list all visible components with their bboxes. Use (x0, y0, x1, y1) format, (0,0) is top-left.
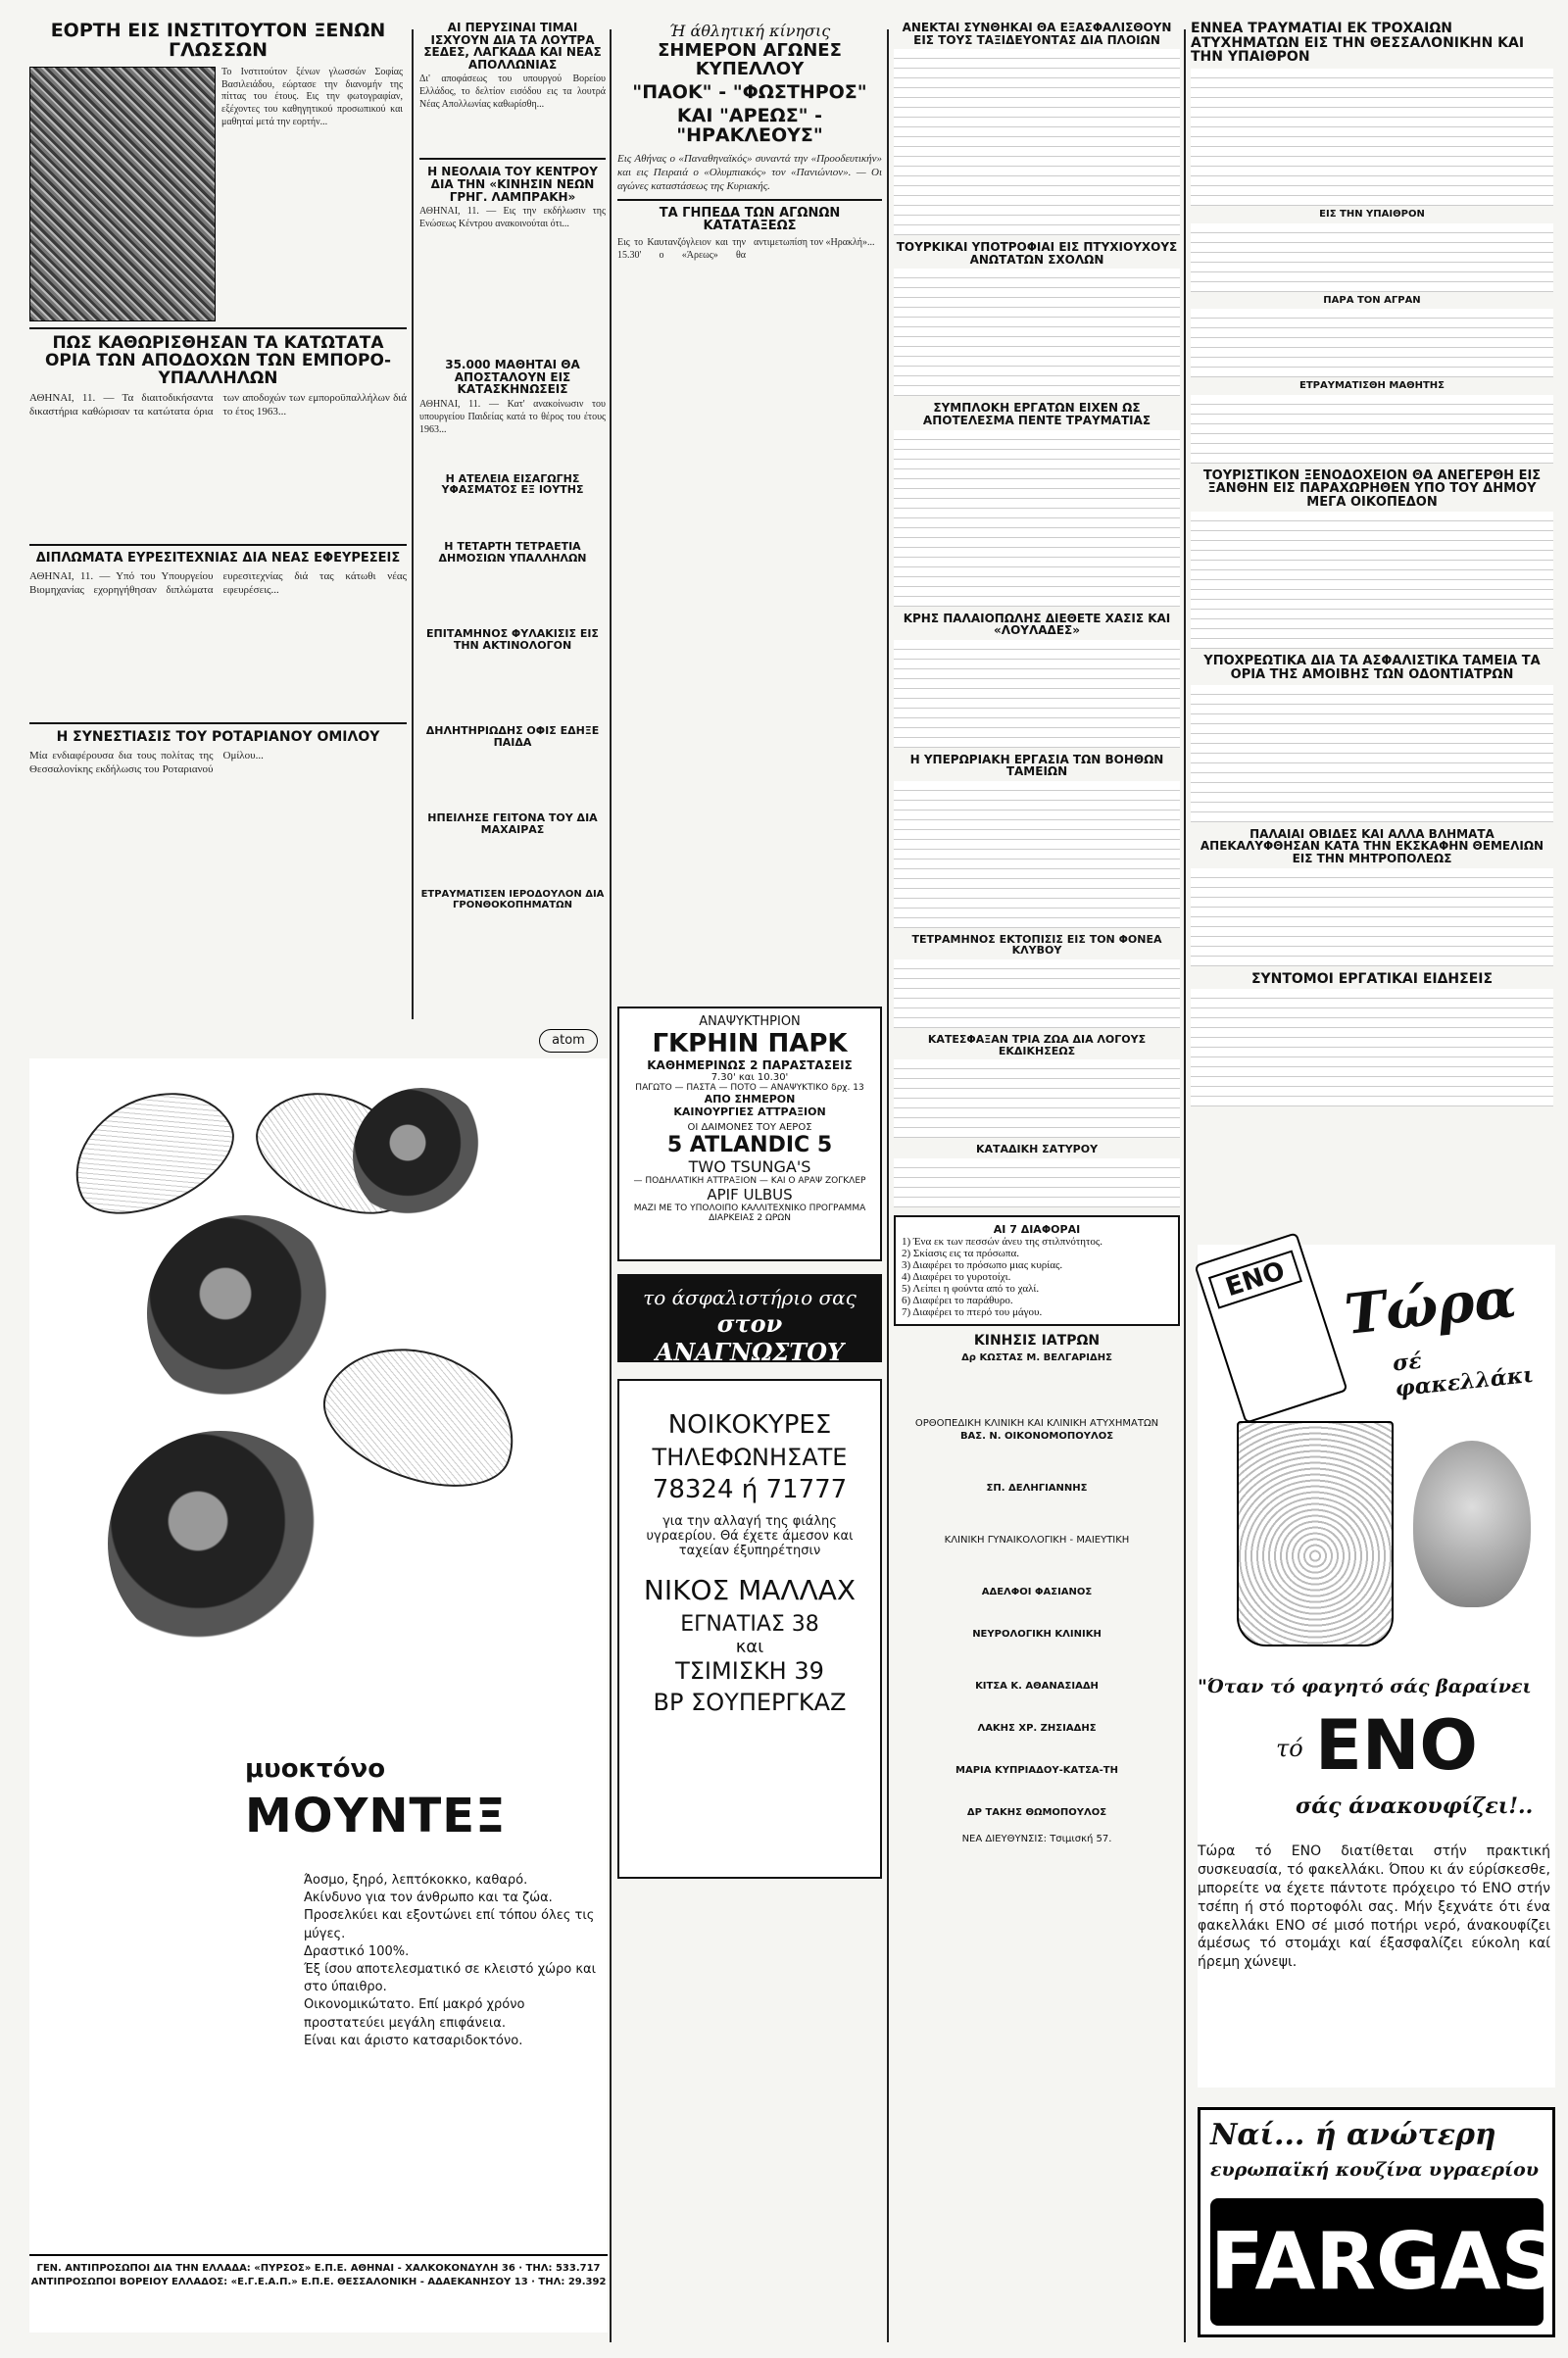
column-rule (412, 29, 414, 1019)
article-text (1191, 989, 1553, 1106)
article-text (1191, 395, 1553, 464)
fargas-tagline-2: ευρωπαϊκή κουζίνα υγραερίου (1210, 2159, 1540, 2181)
column-rule (610, 29, 612, 2342)
headline: ΕΤΡΑΥΜΑΤΙΣΕΝ ΙΕΡΟΔΟΥΛΟΝ ΔΙΑ ΓΡΟΝΘΟΚΟΠΗΜΑΤΩΝ (420, 889, 605, 910)
gas-ad: ΝΟΙΚΟΚΥΡΕΣ ΤΗΛΕΦΩΝΗΣΑΤΕ 78324 ή 71777 για την αλλαγή της φιάλης υγραερίου. Θά έχετε άμεσον και ταχείαν έξυπηρέτησιν ΝΙΚΟΣ ΜΑΛΛΑΧ ΕΓΝΑΤΙΑΣ 38 και ΤΣΙΜΙΣΚΗ 39 ΒΡ ΣΟΥΠΕΡΓΚΑΖ (617, 1379, 882, 1879)
headline: ΕΝΝΕΑ ΤΡΑΥΜΑΤΙΑΙ ΕΚ ΤΡΟΧΑΙΩΝ ΑΤΥΧΗΜΑΤΩΝ ΕΙΣ ΤΗΝ ΘΕΣΣΑΛΟΝΙΚΗΝ ΚΑΙ ΤΗΝ ΥΠΑΙΘΡΟΝ (1191, 22, 1525, 66)
headline: Η ΣΥΝΕΣΤΙΑΣΙΣ ΤΟΥ ΡΟΤΑΡΙΑΝΟΥ ΟΜΙΛΟΥ (56, 729, 380, 746)
headline: ΤΟΥΡΚΙΚΑΙ ΥΠΟΤΡΟΦΙΑΙ ΕΙΣ ΠΤΥΧΙΟΥΧΟΥΣ ΑΝΩΤΑΤΩΝ ΣΧΟΛΩΝ (896, 240, 1178, 267)
article-text (1191, 69, 1553, 206)
eno-packet-illustration: ENO (1194, 1232, 1348, 1424)
ad-features: Άοσμο, ξηρό, λεπτόκοκκο, καθαρό. Ακίνδυνο για τον άνθρωπο και τα ζώα. Προσελκύει και εξοντώνει επί τόπου όλες τις μύγες. Δραστικό 100%. Έξ ίσου αποτελεσματικό σε κλειστό χώρο και στο ύπαιθρο. Οικονομικώτατο. Επί μακρό χρόνο προστατεύει μεγάλη επιφάνεια. Είναι και άριστο κατσαριδοκτόνο. (304, 1873, 596, 2048)
column-3 (617, 22, 882, 2344)
headline: ΚΡΗΣ ΠΑΛΑΙΟΠΩΛΗΣ ΔΙΕΘΕΤΕ ΧΑΣΙΣ ΚΑΙ «ΛΟΥΛΑΔΕΣ» (903, 611, 1171, 638)
headline: ΕΟΡΤΗ ΕΙΣ ΙΝΣΤΙΤΟΥΤΟΝ ΞΕΝΩΝ ΓΛΩΣΣΩΝ (50, 22, 386, 61)
article-text (894, 1158, 1180, 1207)
headline: ΗΠΕΙΛΗΣΕ ΓΕΙΤΟΝΑ ΤΟΥ ΔΙΑ ΜΑΧΑΙΡΑΣ (427, 811, 598, 836)
eno-slogan: Τώρα (1342, 1265, 1520, 1348)
column-1 (29, 22, 407, 1060)
fly-illustration (353, 1088, 490, 1225)
fargas-brand: FARGAS (1210, 2198, 1544, 2326)
headline: ΠΑΛΑΙΑΙ ΟΒΙΔΕΣ ΚΑΙ ΑΛΛΑ ΒΛΗΜΑΤΑ ΑΠΕΚΑΛΥΦΘΗΣΑΝ ΚΑΤΑ ΤΗΝ ΕΚΣΚΑΦΗΝ ΘΕΜΕΛΙΩΝ ΕΙΣ ΤΗΝ ΜΗΤΡΟΠΟΛΕΩΣ (1200, 826, 1544, 865)
article-text: ΑΘΗΝΑΙ, 11. — Τα διαιτοδικήσαντα δικαστήρια καθώρισαν τα κατώτατα όρια των αποδοχών των εμποροϋπαλλήλων διά το έτος 1963... (29, 392, 407, 418)
fly-illustration (108, 1431, 333, 1656)
article-text (1191, 685, 1553, 822)
headline: ΔΙΠΛΩΜΑΤΑ ΕΥΡΕΣΙΤΕΧΝΙΑΣ ΔΙΑ ΝΕΑΣ ΕΦΕΥΡΕΣΕΙΣ (35, 551, 401, 566)
eno-slogan-sub: σέ φακελλάκι (1391, 1348, 1536, 1402)
headline: ΣΥΜΠΛΟΚΗ ΕΡΓΑΤΩΝ ΕΙΧΕΝ ΩΣ ΑΠΟΤΕΛΕΣΜΑ ΠΕΝΤΕ ΤΡΑΥΜΑΤΙΑΣ (922, 401, 1152, 427)
ad-footer: ΓΕΝ. ΑΝΤΙΠΡΟΣΩΠΟΙ ΔΙΑ ΤΗΝ ΕΛΛΑΔΑ: «ΠΥΡΣΟΣ» Ε.Π.Ε. ΑΘΗΝΑΙ - ΧΑΛΚΟΚΟΝΔΥΛΗ 36 · ΤΗΛ: 533.717 ΑΝΤΙΠΡΟΣΩΠΟΙ ΒΟΡΕΙΟΥ ΕΛΛΑΔΟΣ: «Ε.Γ.Ε.Α.Π.» Ε.Π.Ε. ΘΕΣΣΑΛΟΝΙΚΗ - ΑΔΑΕΚΑΝΗΣΟΥ 13 · ΤΗΛ: 29.392 (29, 2254, 608, 2289)
section-kicker: Ή άθλητική κίνησις (668, 22, 831, 40)
fargas-tagline-1: Ναί... ή ανώτερη (1210, 2118, 1496, 2152)
headline: ΚΑΤΕΣΦΑΞΑΝ ΤΡΙΑ ΖΩΑ ΔΙΑ ΛΟΓΟΥΣ ΕΚΔΙΚΗΣΕΩΣ (927, 1033, 1147, 1057)
article-text: Μία ενδιαφέρουσα δια τους πολίτας της Θεσσαλονίκης εκδήλωσις του Ροταριανού Ομίλου... (29, 749, 264, 775)
article-text (894, 781, 1180, 928)
article-text: ΑΘΗΝΑΙ, 11. — Υπό του Υπουργείου Βιομηχανίας εχορηγήθησαν διπλώματα ευρεσιτεχνίας διά τας κάτωθι νέας εφευρέσεις... (29, 570, 407, 597)
headline: ΤΟΥΡΙΣΤΙΚΟΝ ΞΕΝΟΔΟΧΕΙΟΝ ΘΑ ΑΝΕΓΕΡΘΗ ΕΙΣ ΞΑΝΘΗΝ ΕΙΣ ΠΑΡΑΧΩΡΗΘΕΝ ΥΠΟ ΤΟΥ ΔΗΜΟΥ ΜΕΓΑ ΟΙΚΟΠΕΔΟΝ (1202, 467, 1542, 510)
article-text (894, 640, 1180, 748)
headline: ΠΩΣ ΚΑΘΩΡΙΣΘΗΣΑΝ ΤΑ ΚΑΤΩΤΑΤΑ ΟΡΙΑ ΤΩΝ ΑΠΟΔΟΧΩΝ ΤΩΝ ΕΜΠΟΡΟ-ΥΠΑΛΛΗΛΩΝ (44, 332, 392, 388)
eno-relief: σάς άνακουφίζει!.. (1296, 1793, 1534, 1819)
face-illustration (1413, 1441, 1531, 1607)
eno-ad (1198, 1245, 1555, 2088)
eno-brand: ENO (1315, 1705, 1478, 1786)
headline: ΑΝΕΚΤΑΙ ΣΥΝΘΗΚΑΙ ΘΑ ΕΞΑΣΦΑΛΙΣΘΟΥΝ ΕΙΣ ΤΟΥΣ ΤΑΞΙΔΕΥΟΝΤΑΣ ΔΙΑ ΠΛΟΙΩΝ (902, 22, 1172, 47)
article-text (1191, 223, 1553, 292)
headline: ΚΑΤΑΔΙΚΗ ΣΑΤΥΡΟΥ (975, 1143, 1099, 1156)
fly-illustration (147, 1215, 343, 1411)
article-text: Δι' αποφάσεως του υπουργού Βορείου Ελλάδος, το δελτίον εισόδου εις τα λουτρά Νέας Απολλωνίας καθωρίσθη... (419, 74, 606, 110)
article-text (1191, 309, 1553, 377)
column-rule (887, 29, 889, 2342)
fly-wing (54, 1067, 251, 1236)
subheading: ΠΑΡΑ ΤΟΝ ΑΓΡΑΝ (1323, 294, 1421, 306)
article-text: Εις το Καυτανζόγλειον και την 15.30' ο «Άρεως» θα αντιμετωπίση τον «Ηρακλή»... (617, 237, 875, 261)
eno-caption: "Όταν τό φαγητό σάς βαραίνει (1198, 1676, 1532, 1697)
headline: ΚΙΝΗΣΙΣ ΙΑΤΡΩΝ (973, 1332, 1101, 1349)
headline: ΥΠΟΧΡΕΩΤΙΚΑ ΔΙΑ ΤΑ ΑΣΦΑΛΙΣΤΙΚΑ ΤΑΜΕΙΑ ΤΑ ΟΡΙΑ ΤΗΣ ΑΜΟΙΒΗΣ ΤΩΝ ΟΔΟΝΤΙΑΤΡΩΝ (1203, 654, 1541, 683)
headline: ΑΙ ΠΕΡΥΣΙΝΑΙ ΤΙΜΑΙ ΙΣΧΥΟΥΝ ΔΙΑ ΤΑ ΛΟΥΤΡΑ ΣΕΔΕΣ, ΛΑΓΚΑΔΑ ΚΑΙ ΝΕΑΣ ΑΠΟΛΛΩΝΙΑΣ (423, 22, 602, 72)
headline: ΤΑ ΓΗΠΕΔΑ ΤΩΝ ΑΓΩΝΩΝ ΚΑΤΑΤΑΞΕΩΣ (659, 205, 841, 234)
article-text (894, 959, 1180, 1028)
column-4 (894, 22, 1180, 2344)
fly-wing (308, 1323, 535, 1510)
doctors-directory: Δρ ΚΩΣΤΑΣ Μ. ΒΕΛΓΑΡΙΔΗΣ ΟΡΘΟΠΕΔΙΚΗ ΚΛΙΝΙΚΗ ΚΑΙ ΚΛΙΝΙΚΗ ΑΤΥΧΗΜΑΤΩΝ ΒΑΣ. Ν. ΟΙΚΟΝΟΜΟΠΟΥΛΟΣ ΣΠ. ΔΕΛΗΓΙΑΝΝΗΣ ΚΛΙΝΙΚΗ ΓΥΝΑΙΚΟΛΟΓΙΚΗ - ΜΑΙΕΥΤΙΚΗ ΑΔΕΛΦΟΙ ΦΑΣΙΑΝΟΣ ΝΕΥΡΟΛΟΓΙΚΗ ΚΛΙΝΙΚΗ ΚΙΤΣΑ Κ. ΑΘΑΝΑΣΙΑΔΗ ΛΑΚΗΣ ΧΡ. ΖΗΣΙΑΔΗΣ ΜΑΡΙΑ ΚΥΠΡΙΑΔΟΥ-ΚΑΤΣΑ-ΤΗ ΔΡ ΤΑΚΗΣ ΘΩΜΟΠΟΥΛΟΣ ΝΕΑ ΔΙΕΥΘΥΝΣΙΣ: Τσιμισκή 57. (914, 1352, 1159, 1845)
headline: ΤΕΤΡΑΜΗΝΟΣ ΕΚΤΟΠΙΣΙΣ ΕΙΣ ΤΟΝ ΦΟΝΕΑ ΚΛΥΒΟΥ (911, 932, 1162, 958)
column-2 (419, 22, 606, 1031)
article-text (894, 49, 1180, 235)
eno-body: Τώρα τό ENO διατίθεται στήν πρακτική συσκευασία, τό φακελλάκι. Όπου κι άν εύρίσκεσθε, μπορείτε να έχετε πάντοτε πρόχειρο τό ENO στήν τσέπη ή στό πορτοφόλι σας. Μήν ξεχνάτε ότι ένα φακελλάκι ENO σέ μισό ποτήρι νερό, άνακουφίζει άμέσως τό στομάχι καί έξασφαλίζει εύκολη καί ήρεμη χώνεψι. (1198, 1843, 1550, 1971)
article-text: ΑΘΗΝΑΙ, 11. — Κατ' ανακοίνωσιν του υπουργείου Παιδείας κατά το θέρος του έτους 1963... (419, 398, 606, 435)
article-text: ΑΘΗΝΑΙ, 11. — Εις την εκδήλωσιν της Ενώσεως Κέντρου ανακοινούται ότι... (419, 206, 606, 229)
headline: Η ΝΕΟΛΑΙΑ ΤΟΥ ΚΕΝΤΡΟΥ ΔΙΑ ΤΗΝ «ΚΙΝΗΣΙΝ ΝΕΩΝ ΓΡΗΓ. ΛΑΜΠΡΑΚΗ» (427, 165, 598, 204)
headline: ΣΗΜΕΡΟΝ ΑΓΩΝΕΣ ΚΥΠΕΛΛΟΥ (658, 40, 842, 79)
event-photo (29, 67, 216, 321)
mountex-ad (29, 1033, 608, 2333)
ad-subtitle: μυοκτόνο (245, 1754, 386, 1784)
subheading: ΕΤΡΑΥΜΑΤΙΣΘΗ ΜΑΘΗΤΗΣ (1299, 380, 1445, 392)
column-rule (1184, 29, 1186, 2342)
eno-to: τό (1276, 1735, 1303, 1762)
headline: ΔΗΛΗΤΗΡΙΩΔΗΣ ΟΦΙΣ ΕΔΗΞΕ ΠΑΙΔΑ (425, 724, 600, 749)
article-text: Το Ινστιτούτον ξένων γλωσσών Σοφίας Βασιλειάδου, εώρτασε την διανομήν της πίττας του έτους. Εις την φωτογραφίαν, εξέχοντες του καθηγητικού προσωπικού και μαθηταί μετά την εορτήν... (221, 66, 403, 128)
article-text (894, 269, 1180, 396)
subheading: ΕΙΣ ΤΗΝ ΥΠΑΙΘΡΟΝ (1319, 209, 1425, 221)
article-text (894, 1059, 1180, 1138)
ad-title: ΜΟΥΝΤΕΞ (245, 1789, 507, 1843)
headline: Η ΤΕΤΑΡΤΗ ΤΕΤΡΑΕΤΙΑ ΔΗΜΟΣΙΩΝ ΥΠΑΛΛΗΛΩΝ (438, 540, 587, 565)
fargas-ad (1198, 2107, 1558, 2337)
glass-illustration (1237, 1421, 1394, 1646)
headline: Η ΑΤΕΛΕΙΑ ΕΙΣΑΓΩΓΗΣ ΥΦΑΣΜΑΤΟΣ ΕΞ ΙΟΥΤΗΣ (441, 471, 584, 497)
greenpark-ad: ΑΝΑΨΥΚΤΗΡΙΟΝ ΓΚΡΗΙΝ ΠΑΡΚ ΚΑΘΗΜΕΡΙΝΩΣ 2 ΠΑΡΑΣΤΑΣΕΙΣ 7.30' και 10.30' ΠΑΓΩΤΟ — ΠΑΣΤΑ — ΠΟΤΟ — ΑΝΑΨΥΚΤΙΚΟ δρχ. 13 ΑΠΟ ΣΗΜΕΡΟΝ ΚΑΙΝΟΥΡΓΙΕΣ ΑΤΤΡΑΞΙΟΝ ΟΙ ΔΑΙΜΟΝΕΣ ΤΟΥ ΑΕΡΟΣ 5 ATLANDIC 5 TWO TSUNGA'S — ΠΟΔΗΛΑΤΙΚΗ ΑΤΤΡΑΞΙΟΝ — ΚΑΙ Ο ΑΡΑΨ ΖΟΓΚΛΕΡ APIF ULBUS ΜΑΖΙ ΜΕ ΤΟ ΥΠΟΛΟΙΠΟ ΚΑΛΛΙΤΕΧΝΙΚΟ ΠΡΟΓΡΑΜΜΑ ΔΙΑΡΚΕΙΑΣ 2 ΩΡΩΝ (617, 1007, 882, 1261)
headline: ΕΠΙΤΑΜΗΝΟΣ ΦΥΛΑΚΙΣΙΣ ΕΙΣ ΤΗΝ ΑΚΤΙΝΟΛΟΓΟΝ (426, 627, 599, 652)
headline: "ΠΑΟΚ" - "ΦΩΣΤΗΡΟΣ" (632, 80, 867, 103)
article-text (894, 430, 1180, 607)
headline: 35.000 ΜΑΘΗΤΑΙ ΘΑ ΑΠΟΣΤΑΛΟΥΝ ΕΙΣ ΚΑΤΑΣΚΗΝΩΣΕΙΣ (445, 358, 580, 397)
headline: ΣΥΝΤΟΜΟΙ ΕΡΓΑΤΙΚΑΙ ΕΙΔΗΣΕΙΣ (1250, 970, 1494, 987)
seven-differences-box: ΑΙ 7 ΔΙΑΦΟΡΑΙ 1) Ένα εκ των πεσσών άνευ της στιλπνότητος. 2) Σκίασις εις τα πρόσωπα. 3) Διαφέρει το πρόσωπο μιας κυρίας. 4) Διαφέρει το γυροτοίχι. 5) Λείπει η φούντα από το χαλί. 6) Διαφέρει το παράθυρο. 7) Διαφέρει το πτερό του μάγου. (894, 1215, 1180, 1326)
article-lead: Εις Αθήνας ο «Παναθηναϊκός» συναντά την «Προοδευτικήν» και εις Πειραιά ο «Ολυμπιακός» τον «Πανιώνιον». — Οι αγώνες καταστάσεως της Κυριακής. (617, 152, 882, 192)
headline: ΚΑΙ "ΑΡΕΩΣ" - "ΗΡΑΚΛΕΟΥΣ" (676, 104, 823, 146)
headline: Η ΥΠΕΡΩΡΙΑΚΗ ΕΡΓΑΣΙΑ ΤΩΝ ΒΟΗΘΩΝ ΤΑΜΕΙΩΝ (909, 752, 1164, 779)
atom-logo: atom (539, 1029, 598, 1053)
article-text (1191, 512, 1553, 649)
insurance-ad: το άσφαλιστήριο σας στον ΑΝΑΓΝΩΣΤΟΥ (617, 1274, 882, 1362)
article-text (1191, 868, 1553, 966)
